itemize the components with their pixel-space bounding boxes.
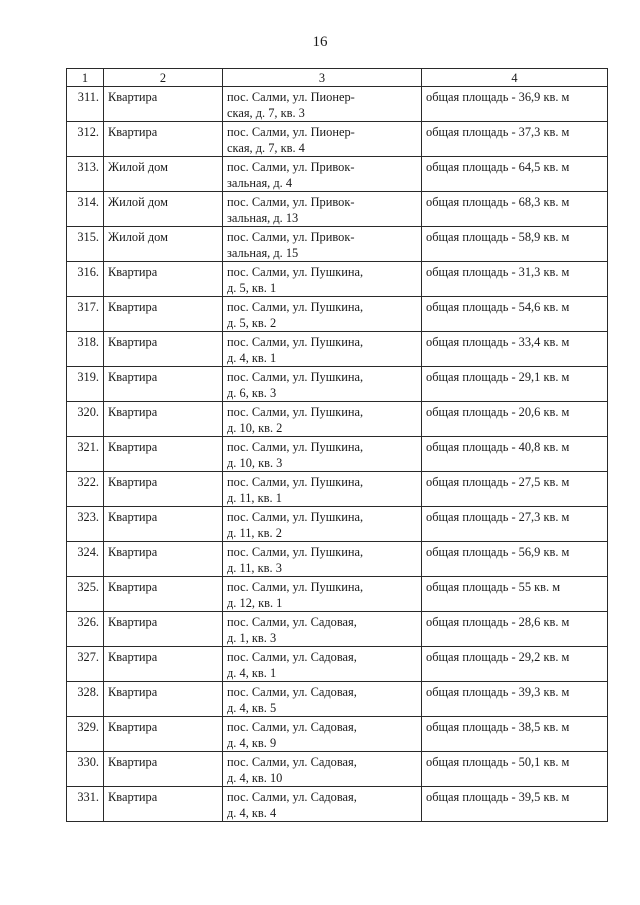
- property-address: [223, 332, 422, 367]
- property-type: Жилой дом: [104, 192, 223, 227]
- property-type: Квартира: [104, 87, 223, 122]
- address-line: д. 5, кв. 1: [227, 281, 277, 295]
- property-area: общая площадь - 56,9 кв. м: [422, 542, 608, 577]
- property-address: [223, 577, 422, 612]
- address-line: пос. Салми, ул. Пионер-: [227, 125, 355, 139]
- property-area: общая площадь - 20,6 кв. м: [422, 402, 608, 437]
- property-address: [223, 647, 422, 682]
- property-address: [223, 367, 422, 402]
- property-type: Жилой дом: [104, 227, 223, 262]
- address-line: зальная, д. 15: [227, 246, 299, 260]
- row-number: 313.: [67, 157, 104, 192]
- property-type: Квартира: [104, 647, 223, 682]
- property-type: Квартира: [104, 787, 223, 822]
- address-line: пос. Салми, ул. Пушкина,: [227, 510, 364, 524]
- property-area: общая площадь - 64,5 кв. м: [422, 157, 608, 192]
- row-number: 318.: [67, 332, 104, 367]
- property-address: [223, 122, 422, 157]
- property-area: общая площадь - 68,3 кв. м: [422, 192, 608, 227]
- property-type: Квартира: [104, 437, 223, 472]
- address-line: д. 5, кв. 2: [227, 316, 277, 330]
- address-line: д. 4, кв. 10: [227, 771, 283, 785]
- table-body: [67, 69, 608, 822]
- property-address: [223, 787, 422, 822]
- property-type: Квартира: [104, 542, 223, 577]
- address-line: д. 4, кв. 9: [227, 736, 277, 750]
- address-line: д. 10, кв. 3: [227, 456, 283, 470]
- table-row: [67, 402, 608, 437]
- address-line: д. 4, кв. 4: [227, 806, 277, 820]
- table-row: [67, 787, 608, 822]
- property-type: Жилой дом: [104, 157, 223, 192]
- property-area: общая площадь - 54,6 кв. м: [422, 297, 608, 332]
- property-type: Квартира: [104, 402, 223, 437]
- row-number: 324.: [67, 542, 104, 577]
- property-address: [223, 437, 422, 472]
- address-line: ская, д. 7, кв. 3: [227, 106, 305, 120]
- row-number: 317.: [67, 297, 104, 332]
- table-row: [67, 262, 608, 297]
- address-line: пос. Салми, ул. Пушкина,: [227, 300, 364, 314]
- row-number: 312.: [67, 122, 104, 157]
- property-address: [223, 682, 422, 717]
- row-number: 315.: [67, 227, 104, 262]
- address-line: д. 1, кв. 3: [227, 631, 277, 645]
- property-address: [223, 402, 422, 437]
- property-area: общая площадь - 29,2 кв. м: [422, 647, 608, 682]
- address-line: пос. Салми, ул. Пушкина,: [227, 335, 364, 349]
- address-line: пос. Салми, ул. Садовая,: [227, 790, 357, 804]
- property-address: [223, 717, 422, 752]
- property-type: Квартира: [104, 472, 223, 507]
- property-type: Квартира: [104, 717, 223, 752]
- row-number: 322.: [67, 472, 104, 507]
- row-number: 316.: [67, 262, 104, 297]
- row-number: 326.: [67, 612, 104, 647]
- property-type: Квартира: [104, 122, 223, 157]
- address-line: д. 10, кв. 2: [227, 421, 283, 435]
- address-line: д. 6, кв. 3: [227, 386, 277, 400]
- row-number: 323.: [67, 507, 104, 542]
- property-type: Квартира: [104, 332, 223, 367]
- address-line: д. 4, кв. 1: [227, 666, 277, 680]
- column-header-3: 3: [223, 69, 422, 87]
- table-row: [67, 332, 608, 367]
- address-line: пос. Салми, ул. Привок-: [227, 195, 355, 209]
- property-address: [223, 612, 422, 647]
- table-row: [67, 437, 608, 472]
- table-row: [67, 122, 608, 157]
- property-type: Квартира: [104, 367, 223, 402]
- table-row: [67, 577, 608, 612]
- address-line: пос. Салми, ул. Пушкина,: [227, 405, 364, 419]
- address-line: пос. Салми, ул. Садовая,: [227, 720, 357, 734]
- table-row: [67, 542, 608, 577]
- property-area: общая площадь - 28,6 кв. м: [422, 612, 608, 647]
- property-area: общая площадь - 27,5 кв. м: [422, 472, 608, 507]
- property-address: [223, 227, 422, 262]
- row-number: 321.: [67, 437, 104, 472]
- property-area: общая площадь - 50,1 кв. м: [422, 752, 608, 787]
- property-registry-table: [66, 68, 608, 822]
- address-line: зальная, д. 13: [227, 211, 299, 225]
- property-type: Квартира: [104, 262, 223, 297]
- column-header-1: 1: [67, 69, 104, 87]
- row-number: 311.: [67, 87, 104, 122]
- address-line: д. 4, кв. 1: [227, 351, 277, 365]
- property-area: общая площадь - 29,1 кв. м: [422, 367, 608, 402]
- property-type: Квартира: [104, 682, 223, 717]
- address-line: пос. Салми, ул. Пушкина,: [227, 475, 364, 489]
- table-row: [67, 192, 608, 227]
- property-address: [223, 87, 422, 122]
- property-address: [223, 472, 422, 507]
- address-line: д. 12, кв. 1: [227, 596, 283, 610]
- property-area: общая площадь - 39,5 кв. м: [422, 787, 608, 822]
- address-line: пос. Салми, ул. Пушкина,: [227, 440, 364, 454]
- address-line: зальная, д. 4: [227, 176, 293, 190]
- property-type: Квартира: [104, 577, 223, 612]
- address-line: пос. Салми, ул. Пушкина,: [227, 370, 364, 384]
- address-line: пос. Салми, ул. Садовая,: [227, 615, 357, 629]
- address-line: пос. Салми, ул. Садовая,: [227, 685, 357, 699]
- property-address: [223, 262, 422, 297]
- row-number: 314.: [67, 192, 104, 227]
- property-area: общая площадь - 33,4 кв. м: [422, 332, 608, 367]
- address-line: д. 11, кв. 3: [227, 561, 282, 575]
- row-number: 325.: [67, 577, 104, 612]
- property-type: Квартира: [104, 507, 223, 542]
- address-line: пос. Салми, ул. Привок-: [227, 230, 355, 244]
- property-area: общая площадь - 38,5 кв. м: [422, 717, 608, 752]
- property-type: Квартира: [104, 612, 223, 647]
- table-row: [67, 157, 608, 192]
- address-line: д. 11, кв. 1: [227, 491, 282, 505]
- table-row: [67, 87, 608, 122]
- column-header-2: 2: [104, 69, 223, 87]
- page-number: 16: [312, 34, 328, 50]
- table-row: [67, 682, 608, 717]
- property-type: Квартира: [104, 297, 223, 332]
- row-number: 331.: [67, 787, 104, 822]
- property-address: [223, 507, 422, 542]
- address-line: пос. Салми, ул. Привок-: [227, 160, 355, 174]
- address-line: пос. Салми, ул. Садовая,: [227, 650, 357, 664]
- table-row: [67, 472, 608, 507]
- property-area: общая площадь - 55 кв. м: [422, 577, 608, 612]
- address-line: ская, д. 7, кв. 4: [227, 141, 305, 155]
- property-address: [223, 542, 422, 577]
- address-line: пос. Салми, ул. Пушкина,: [227, 580, 364, 594]
- property-area: общая площадь - 58,9 кв. м: [422, 227, 608, 262]
- address-line: пос. Салми, ул. Садовая,: [227, 755, 357, 769]
- table-row: [67, 367, 608, 402]
- row-number: 328.: [67, 682, 104, 717]
- property-area: общая площадь - 37,3 кв. м: [422, 122, 608, 157]
- property-address: [223, 752, 422, 787]
- table-row: [67, 507, 608, 542]
- column-header-row: [67, 69, 608, 87]
- table-row: [67, 227, 608, 262]
- table-row: [67, 752, 608, 787]
- property-area: общая площадь - 31,3 кв. м: [422, 262, 608, 297]
- property-address: [223, 157, 422, 192]
- table-row: [67, 717, 608, 752]
- property-type: Квартира: [104, 752, 223, 787]
- property-address: [223, 297, 422, 332]
- row-number: 330.: [67, 752, 104, 787]
- address-line: д. 4, кв. 5: [227, 701, 277, 715]
- property-area: общая площадь - 39,3 кв. м: [422, 682, 608, 717]
- property-address: [223, 192, 422, 227]
- row-number: 329.: [67, 717, 104, 752]
- address-line: пос. Салми, ул. Пушкина,: [227, 265, 364, 279]
- property-area: общая площадь - 36,9 кв. м: [422, 87, 608, 122]
- table-row: [67, 647, 608, 682]
- table-row: [67, 612, 608, 647]
- address-line: пос. Салми, ул. Пионер-: [227, 90, 355, 104]
- row-number: 320.: [67, 402, 104, 437]
- address-line: пос. Салми, ул. Пушкина,: [227, 545, 364, 559]
- row-number: 319.: [67, 367, 104, 402]
- row-number: 327.: [67, 647, 104, 682]
- address-line: д. 11, кв. 2: [227, 526, 282, 540]
- column-header-4: 4: [422, 69, 608, 87]
- property-area: общая площадь - 40,8 кв. м: [422, 437, 608, 472]
- table-row: [67, 297, 608, 332]
- property-area: общая площадь - 27,3 кв. м: [422, 507, 608, 542]
